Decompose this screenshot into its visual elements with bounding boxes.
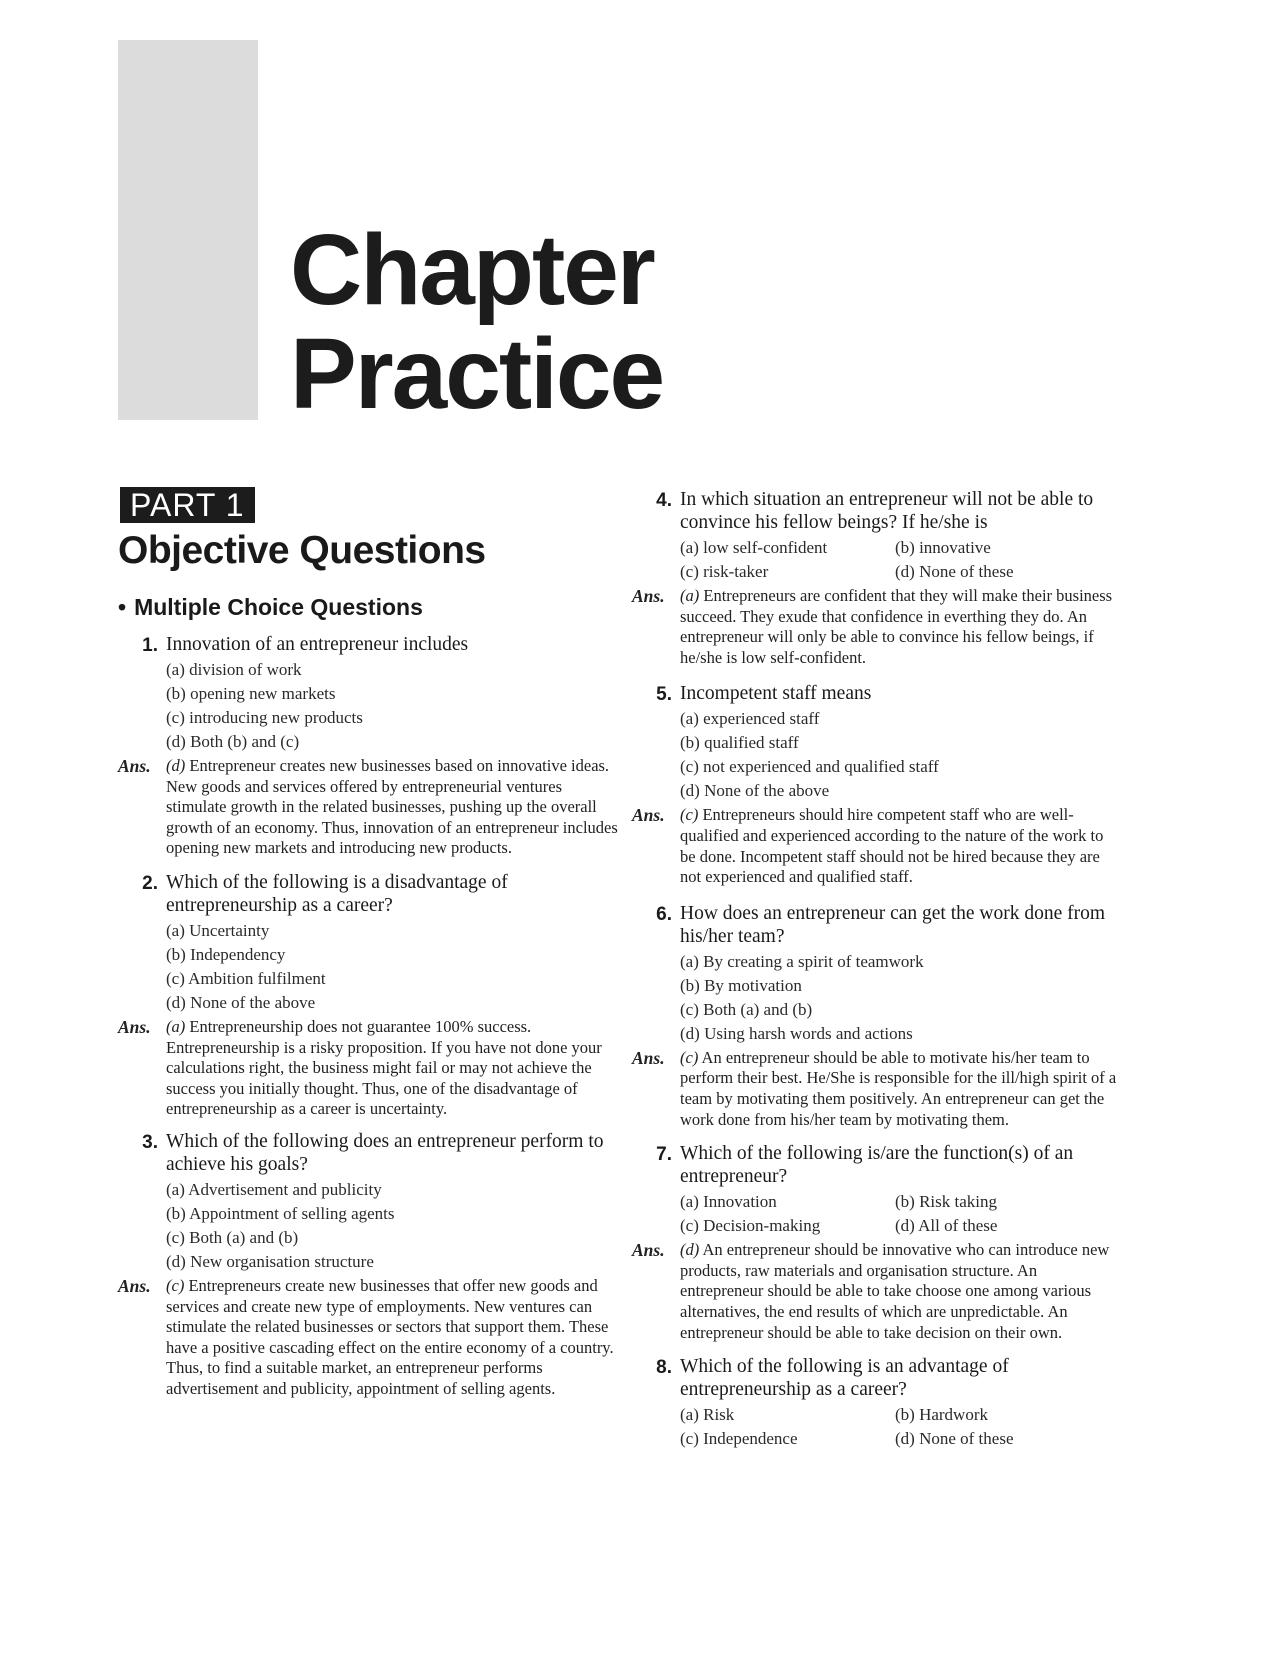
option-b: (b) Hardwork [895, 1405, 988, 1425]
chapter-decoration-bar [118, 40, 258, 420]
option-b: (b) Independency [166, 944, 286, 964]
question-number: 8. [656, 1357, 672, 1379]
answer-letter: (c) [166, 1275, 185, 1295]
option-a: (a) By creating a spirit of teamwork [680, 951, 924, 971]
question-text: Which of the following is a disadvantage of entrepreneurship as a career? [166, 871, 508, 916]
question-number: 1. [142, 635, 158, 656]
answer-3 [118, 1276, 618, 1400]
question-text: How does an entrepreneur can get the work done from his/her team? [680, 902, 1106, 947]
answer-letter: (d) [680, 1240, 700, 1260]
option-d: (d) Using harsh words and actions [680, 1023, 913, 1043]
question-number: 3. [142, 1131, 158, 1153]
option-c: (c) Both (a) and (b) [166, 1227, 299, 1247]
part-label: PART 1 [120, 487, 255, 523]
question-text: Which of the following does an entrepreneur perform to achieve his goals? [166, 1130, 604, 1175]
chapter-title-line2: Practice [290, 318, 664, 430]
question-7 [632, 1142, 1222, 1238]
question-number: 5. [656, 684, 672, 706]
question-number: 6. [656, 903, 672, 925]
option-a: (a) Uncertainty [166, 920, 270, 940]
answer-1 [118, 756, 618, 859]
option-b: (b) opening new markets [166, 684, 336, 703]
answer-4 [632, 586, 1208, 668]
answer-label: Ans. [118, 756, 151, 776]
answer-6 [632, 1048, 1208, 1130]
answer-letter: (d) [166, 756, 186, 775]
option-d: (d) New organisation structure [166, 1251, 374, 1271]
left-column [118, 633, 618, 1400]
question-6 [632, 902, 1222, 1046]
option-a: (a) Advertisement and publicity [166, 1179, 382, 1199]
answer-letter: (c) [680, 805, 699, 825]
section-title: Objective Questions [118, 529, 486, 572]
option-a: (a) Risk [680, 1405, 735, 1425]
option-d: (d) None of these [895, 1429, 1014, 1449]
option-c: (c) Independence [680, 1429, 798, 1449]
question-1 [118, 633, 618, 754]
question-text: In which situation an entrepreneur will not be able to convince his fellow beings? If he/she is [680, 489, 1094, 533]
options-list [680, 1403, 1222, 1451]
answer-5 [632, 805, 1208, 887]
options-list [680, 707, 1222, 803]
question-4 [632, 488, 1222, 584]
option-b: (b) By motivation [680, 975, 802, 995]
chapter-title [290, 214, 664, 430]
option-a: (a) Innovation [680, 1192, 777, 1212]
option-b: (b) qualified staff [680, 733, 799, 753]
options-list [680, 950, 1222, 1046]
answer-letter: (c) [680, 1047, 699, 1067]
answer-2 [118, 1017, 618, 1120]
question-8 [632, 1355, 1222, 1451]
option-d: (d) Both (b) and (c) [166, 732, 300, 751]
option-a: (a) division of work [166, 660, 302, 679]
option-c: (c) Decision-making [680, 1216, 821, 1236]
option-b: (b) innovative [895, 538, 991, 557]
answer-label: Ans. [632, 805, 665, 826]
question-5 [632, 682, 1222, 803]
answer-letter: (a) [166, 1016, 186, 1036]
answer-explanation: An entrepreneur should be able to motivate his/her team to perform their best. He/She is responsible for the ill/high spirit of a team by motivating them positively. An entrepreneur can get the work done from his/her team by motivating them. [680, 1047, 1117, 1129]
option-d: (d) None of the above [680, 781, 830, 801]
option-c: (c) Ambition fulfilment [166, 968, 326, 988]
answer-explanation: Entrepreneur creates new businesses based on innovative ideas. New goods and services offered by entrepreneurial ventures stimulate growth in the related businesses, pushing up the overall growth of an economy. Thus, innovation of an entrepreneur includes opening new markets and introducing new products. [166, 756, 618, 858]
question-text: Incompetent staff means [680, 683, 872, 705]
question-number: 4. [656, 490, 672, 511]
options-list [166, 658, 618, 754]
option-c: (c) risk-taker [680, 562, 769, 581]
option-d: (d) None of these [895, 562, 1014, 581]
answer-label: Ans. [632, 1047, 665, 1068]
question-3 [118, 1130, 618, 1274]
answer-explanation: An entrepreneur should be innovative who can introduce new products, raw materials and organisation structure. An entrepreneur should be able to take choose one among various alternatives, the end results of which are unpredictable. An entrepreneur should be able to take decision on their own. [680, 1240, 1110, 1342]
option-c: (c) not experienced and qualified staff [680, 757, 939, 777]
question-number: 2. [142, 872, 158, 894]
options-list [680, 536, 1222, 584]
chapter-title-line1: Chapter [290, 214, 654, 326]
option-b: (b) Appointment of selling agents [166, 1203, 395, 1223]
option-c: (c) introducing new products [166, 708, 363, 727]
options-list [166, 1178, 618, 1274]
subsection-title-text: Multiple Choice Questions [134, 594, 423, 620]
options-list [680, 1190, 1222, 1238]
options-list [166, 919, 618, 1015]
option-c: (c) Both (a) and (b) [680, 999, 813, 1019]
option-b: (b) Risk taking [895, 1192, 997, 1212]
option-a: (a) low self-confident [680, 538, 828, 557]
answer-label: Ans. [118, 1275, 151, 1296]
question-number: 7. [656, 1144, 672, 1166]
option-d: (d) All of these [895, 1216, 998, 1236]
question-text: Innovation of an entrepreneur includes [166, 634, 469, 655]
question-text: Which of the following is/are the function(s) of an entrepreneur? [680, 1143, 1074, 1188]
option-d: (d) None of the above [166, 992, 316, 1012]
question-text: Which of the following is an advantage of entrepreneurship as a career? [680, 1356, 1009, 1401]
answer-letter: (a) [680, 586, 700, 605]
answer-7 [632, 1240, 1208, 1343]
subsection-title [118, 592, 423, 622]
question-2 [118, 871, 618, 1015]
answer-label: Ans. [632, 586, 665, 606]
option-a: (a) experienced staff [680, 709, 820, 729]
answer-explanation: Entrepreneurs create new businesses that offer new goods and services and create new type of employments. New ventures can stimulate the related businesses or sectors that support them. These have a positive cascading effect on the entire economy of a country. Thus, to find a suitable market, an entrepreneur performs advertisement and publicity, appointment of selling agents. [166, 1275, 614, 1398]
answer-label: Ans. [118, 1016, 151, 1037]
answer-explanation: Entrepreneurship does not guarantee 100% success. Entrepreneurship is a risky proposition. If you have not done your calculations right, the business might fail or may not achieve the success you initially thought. Thus, one of the disadvantage of entrepreneurship as a career is uncertainty. [166, 1016, 602, 1119]
answer-explanation: Entrepreneurs are confident that they will make their business succeed. They exude that confidence in everthing they do. An entrepreneur will only be able to convince his fellow beings, if he/she is low self-confident. [680, 586, 1113, 667]
answer-label: Ans. [632, 1240, 665, 1261]
answer-explanation: Entrepreneurs should hire competent staff who are well-qualified and experienced according to the nature of the work to be done. Incompetent staff should not be hired because they are not experienced and qualified staff. [680, 805, 1104, 887]
right-column [632, 488, 1222, 1451]
bullet-icon: • [118, 594, 127, 620]
